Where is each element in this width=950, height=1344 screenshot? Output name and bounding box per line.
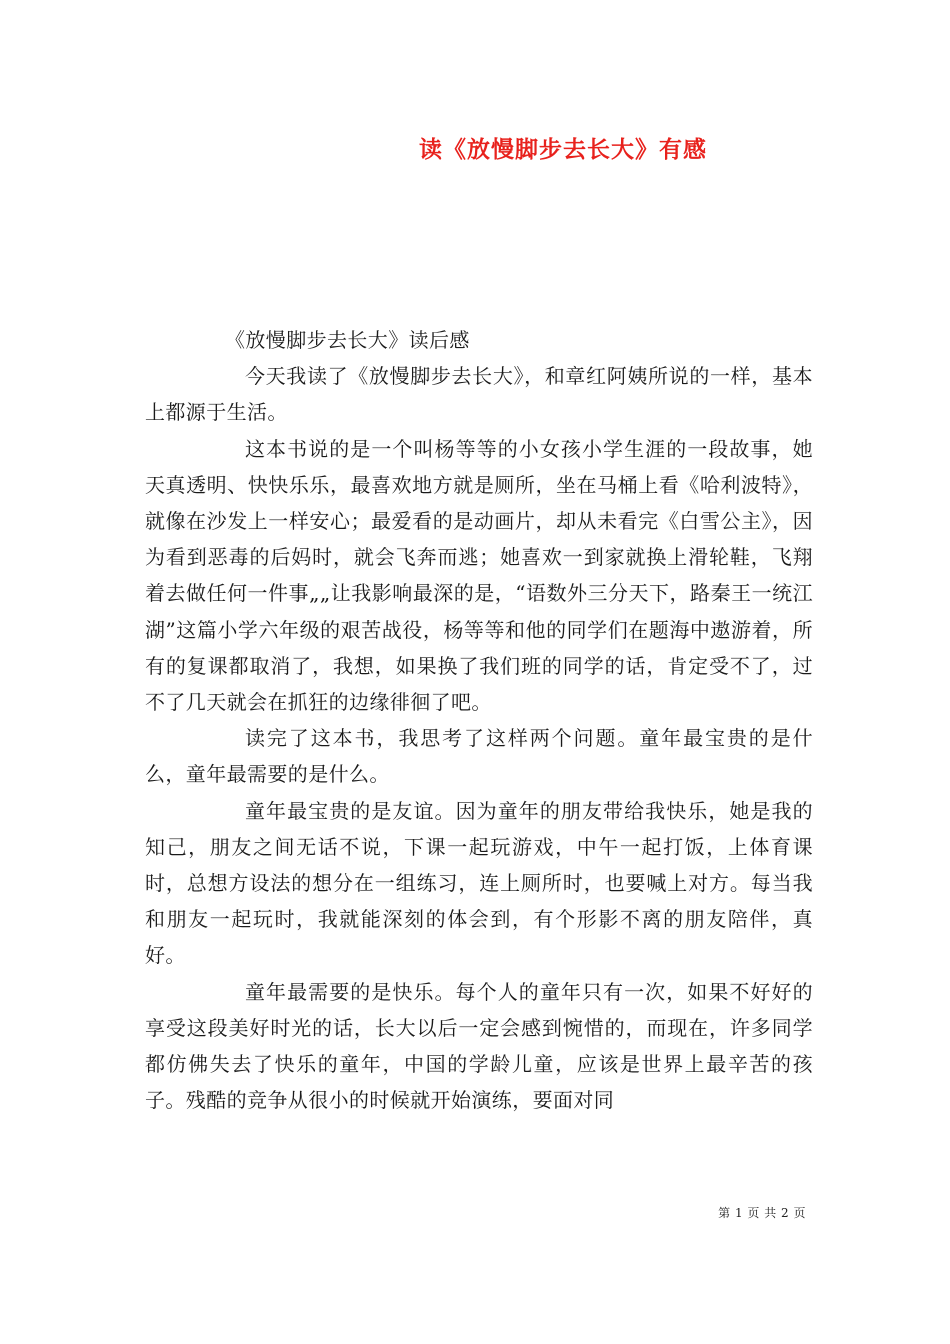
page-number-footer: 第 1 页 共 2 页 xyxy=(718,1206,806,1220)
document-body xyxy=(145,322,813,1118)
paragraph-5: 童年最需要的是快乐。每个人的童年只有一次，如果不好好的享受这段美好时光的话，长大以后一定会感到惋惜的，而现在，许多同学都仿佛失去了快乐的童年，中国的学龄儿童，应该是世界上最辛苦的孩子。残酷的竞争从很小的时候就开始演练，要面对同 xyxy=(145,979,813,1113)
paragraph-3: 读完了这本书，我思考了这样两个问题。童年最宝贵的是什么，童年最需要的是什么。 xyxy=(145,726,813,787)
paragraph-4: 童年最宝贵的是友谊。因为童年的朋友带给我快乐，她是我的知己，朋友之间无话不说，下课一起玩游戏，中午一起打饭，上体育课时，总想方设法的想分在一组练习，连上厕所时，也要喊上对方。每当我和朋友一起玩时，我就能深刻的体会到，有个形影不离的朋友陪伴，真好。 xyxy=(145,798,813,968)
page-title: 读《放慢脚步去长大》有感 xyxy=(419,136,707,163)
paragraph-1: 今天我读了《放慢脚步去长大》，和章红阿姨所说的一样，基本上都源于生活。 xyxy=(145,364,813,425)
paragraph-2: 这本书说的是一个叫杨等等的小女孩小学生涯的一段故事，她天真透明、快快乐乐，最喜欢地方就是厕所，坐在马桶上看《哈利波特》，就像在沙发上一样安心；最爱看的是动画片，却从未看完《白雪公主》，因为看到恶毒的后妈时，就会飞奔而逃；她喜欢一到家就换上滑轮鞋，飞翔着去做任何一件事„„让我影响最深的是，“语数外三分天下，路秦王一统江湖”这篇小学六年级的艰苦战役，杨等等和他的同学们在题海中遨游着，所有的复课都取消了，我想，如果换了我们班的同学的话，肯定受不了，过不了几天就会在抓狂的边缘徘徊了吧。 xyxy=(145,436,813,715)
document-subtitle: 《放慢脚步去长大》读后感 xyxy=(225,328,470,352)
